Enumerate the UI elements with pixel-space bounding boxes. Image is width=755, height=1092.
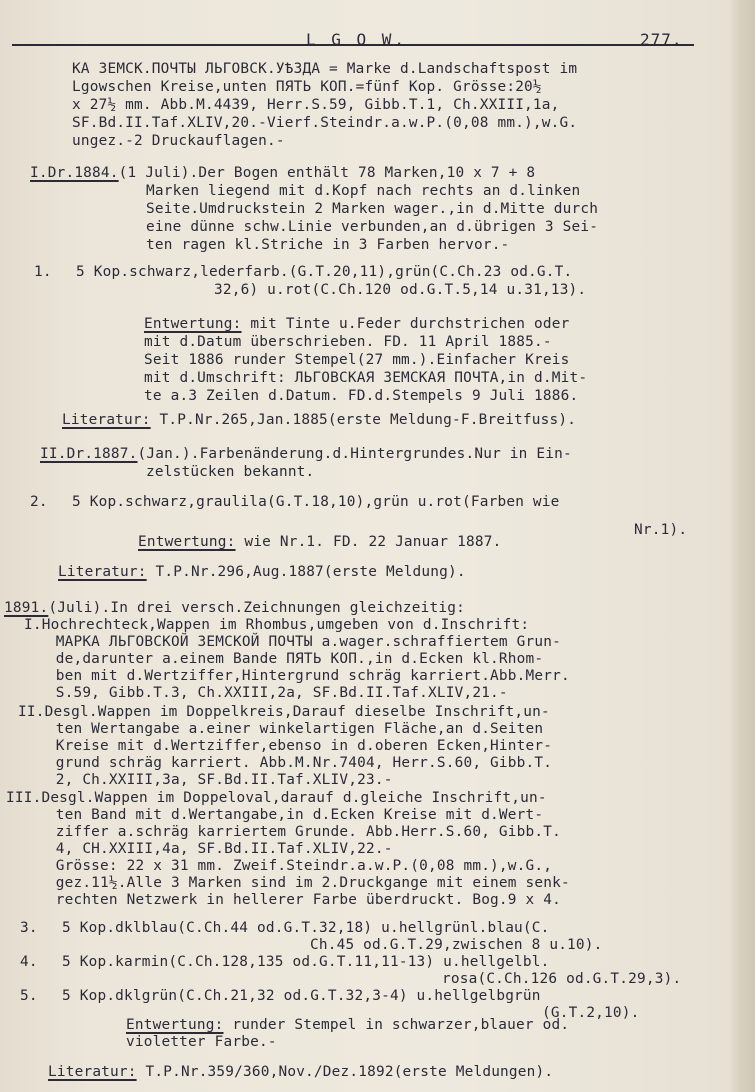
header-rule [12,44,694,46]
item-1-number: 1. [34,264,52,280]
literature-3 [48,1064,553,1081]
intro-line: SF.Bd.II.Taf.XLIV,20.-Vierf.Steindr.a.w.P.(0,08 mm.),w.G. [72,115,578,131]
printing-2-label: II.Dr.1887. [40,446,138,462]
item-3-line: 5 Kop.dklblau(C.Ch.44 od.G.T.32,18) u.hellgrünl.blau(C. [62,920,550,936]
item-4-line: rosa(C.Ch.126 od.G.T.29,3). [442,971,682,987]
issue-1891-label: 1891. [4,600,49,616]
cancellation-3-label: Entwertung: [126,1017,224,1033]
literature-2 [58,564,466,581]
cancellation-1-line: mit d.Umschrift: ЛЬГОВСКАЯ ЗЕМСКАЯ ПОЧТА,in d.Mit- [144,370,588,386]
item-5-line: (G.T.2,10). [542,1005,640,1021]
issue-1891-line: gez.11½.Alle 3 Marken sind im 2.Druckgange mit einem senk- [38,875,570,891]
page-number: 277. [640,30,683,49]
intro-line: ungez.-2 Druckauflagen.- [72,133,285,149]
issue-1891-line: III.Desgl.Wappen im Doppeloval,darauf d.gleiche Inschrift,un- [6,790,547,806]
cancellation-1-label: Entwertung: [144,316,242,332]
issue-1891-line: S.59, Gibb.T.3, Ch.XXIII,2a, SF.Bd.II.Taf.XLIV,21.- [38,685,508,701]
literature-3-text: T.P.Nr.359/360,Nov./Dez.1892(erste Meldungen). [136,1064,554,1080]
issue-1891-line: ten Band mit d.Wertangabe,in d.Ecken Kreise mit d.Wert- [38,807,544,823]
item-4-number: 4. [20,954,38,970]
printing-1-line: eine dünne schw.Linie verbunden,an d.übrigen 3 Sei- [146,219,599,235]
issue-1891-line: ten Wertangabe a.einer winkelartigen Fläche,an d.Seiten [38,721,544,737]
item-3-number: 3. [20,920,38,936]
issue-1891-line: Kreise mit d.Wertziffer,ebenso in d.oberen Ecken,Hinter- [38,738,553,754]
printing-1-text: (1 Juli).Der Bogen enthält 78 Marken,10 x 7 + 8 [118,165,536,181]
cancellation-2-text: wie Nr.1. FD. 22 Januar 1887. [235,534,502,550]
cancellation-1-line: mit d.Datum überschrieben. FD. 11 April 1885.- [144,334,552,350]
item-5-number: 5. [20,988,38,1004]
issue-1891-text: (Juli).In drei versch.Zeichnungen gleichzeitig: [48,600,465,616]
literature-2-text: T.P.Nr.296,Aug.1887(erste Meldung). [146,564,466,580]
issue-1891-line: grund schräg karriert. Abb.M.Nr.7404, Herr.S.60, Gibb.T. [38,755,553,771]
issue-1891-line: II.Desgl.Wappen im Doppelkreis,Darauf dieselbe Inschrift,un- [18,704,550,720]
intro-line: КА ЗЕМСК.ПОЧТЫ ЛЬГОВСК.УѢЗДА = Marke d.Landschaftspost im [72,61,578,77]
cancellation-2-label: Entwertung: [138,534,236,550]
cancellation-1-line: Seit 1886 runder Stempel(27 mm.).Einfacher Kreis [144,352,570,368]
cancellation-3-text: runder Stempel in schwarzer,blauer od. [223,1017,570,1033]
issue-1891-line: Grösse: 22 x 31 mm. Zweif.Steindr.a.w.P.(0,08 mm.),w.G., [38,858,553,874]
printing-1-label: I.Dr.1884. [30,165,119,181]
cancellation-1-line: te a.3 Zeilen d.Datum. FD.d.Stempels 9 Juli 1886. [144,388,579,404]
literature-3-label: Literatur: [48,1064,137,1080]
literature-1-label: Literatur: [62,412,151,428]
cancellation-3 [126,1017,569,1034]
cancellation-3-line: violetter Farbe.- [126,1034,277,1050]
intro-line: x 27½ mm. Abb.M.4439, Herr.S.59, Gibb.T.1, Ch.XXIII,1a, [72,97,560,113]
issue-1891-line: 4, CH.XXIII,4a, SF.Bd.II.Taf.XLIV,22.- [38,841,393,857]
intro-line: Lgowschen Kreise,unten ПЯТЬ КОП.=fünf Kop. Grösse:20½ [72,79,542,95]
issue-1891-line: de,darunter a.einem Bande ПЯТЬ КОП.,in d.Ecken kl.Rhom- [38,651,544,667]
item-5-line: 5 Kop.dklgrün(C.Ch.21,32 od.G.T.32,3-4) u.hellgelbgrün [62,988,541,1004]
issue-1891-heading [4,600,465,617]
printing-2-text: (Jan.).Farbenänderung.d.Hintergrundes.Nur in Ein- [137,446,572,462]
item-2-line: Nr.1). [634,522,688,538]
cancellation-1-text: mit Tinte u.Feder durchstrichen oder [241,316,570,332]
page-header-title: L G O W. [306,30,408,49]
cancellation-1 [144,316,569,333]
item-3-line: Ch.45 od.G.T.29,zwischen 8 u.10). [310,937,603,953]
cancellation-2 [138,534,501,551]
literature-1-text: T.P.Nr.265,Jan.1885(erste Meldung-F.Breitfuss). [150,412,577,428]
item-1-line: 5 Kop.schwarz,lederfarb.(G.T.20,11),grün(C.Ch.23 od.G.T. [76,264,573,280]
printing-2-heading [40,446,572,463]
issue-1891-line: rechten Netzwerk in hellerer Farbe überdruckt. Bog.9 x 4. [38,892,561,908]
item-2-line: 5 Kop.schwarz,graulila(G.T.18,10),grün u.rot(Farben wie [72,494,560,510]
item-2-number: 2. [30,494,48,510]
page-edge-shadow [729,0,755,1092]
item-1-line: 32,6) u.rot(C.Ch.120 od.G.T.5,14 u.31,13). [214,282,587,298]
printing-1-line: Seite.Umdruckstein 2 Marken wager.,in d.Mitte durch [146,201,599,217]
item-4-line: 5 Kop.karmin(C.Ch.128,135 od.G.T.11,11-13) u.hellgelbl. [62,954,550,970]
literature-2-label: Literatur: [58,564,147,580]
printing-1-line: ten ragen kl.Striche in 3 Farben hervor.- [146,237,510,253]
printing-2-line: zelstücken bekannt. [146,464,315,480]
printing-1-heading [30,165,535,182]
issue-1891-line: ziffer a.schräg karriertem Grunde. Abb.Herr.S.60, Gibb.T. [38,824,561,840]
issue-1891-line: I.Hochrechteck,Wappen im Rhombus,umgeben von d.Inschrift: [24,617,530,633]
issue-1891-line: 2, Ch.XXIII,3a, SF.Bd.II.Taf.XLIV,23.- [38,772,393,788]
literature-1 [62,412,576,429]
printing-1-line: Marken liegend mit d.Kopf nach rechts an d.linken [146,183,581,199]
issue-1891-line: МАРКА ЛЬГОВСКОЙ ЗЕМСКОЙ ПОЧТЫ a.wager.schraffiertem Grun- [38,634,561,650]
issue-1891-line: ben mit d.Wertziffer,Hintergrund schräg karriert.Abb.Merr. [38,668,570,684]
